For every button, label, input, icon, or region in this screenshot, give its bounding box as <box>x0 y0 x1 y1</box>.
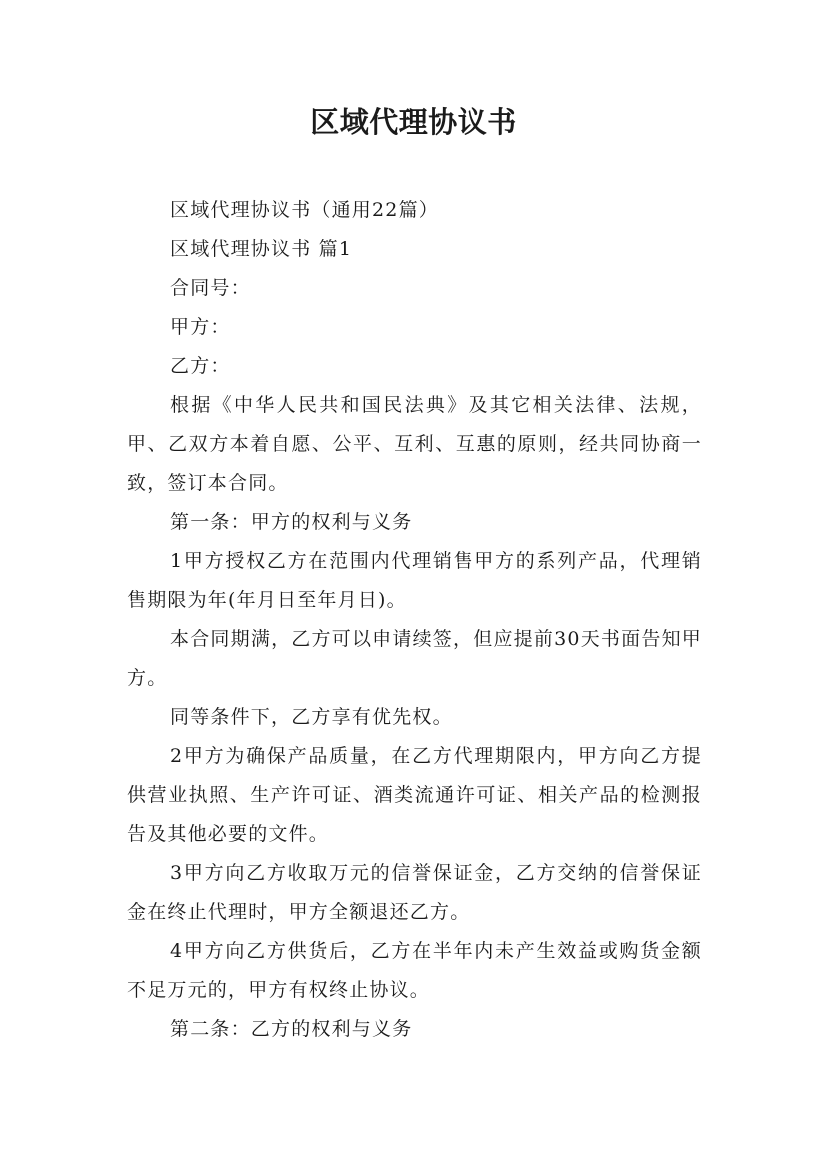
clause-paragraph: 同等条件下，乙方享有优先权。 <box>170 706 453 728</box>
article-2-heading: 第二条：乙方的权利与义务 <box>170 1018 413 1040</box>
preamble-paragraph: 根据《中华人民共和国民法典》及其它相关法律、法规，甲、乙双方本着自愿、公平、互利、互惠的原则，经共同协商一致，签订本合同。 <box>127 394 702 494</box>
clause-paragraph: 2甲方为确保产品质量，在乙方代理期限内，甲方向乙方提供营业执照、生产许可证、酒类流通许可证、相关产品的检测报告及其他必要的文件。 <box>127 745 702 845</box>
clause-paragraph: 4甲方向乙方供货后，乙方在半年内未产生效益或购货金额不足万元的，甲方有权终止协议。 <box>127 940 702 1001</box>
document-body <box>127 191 702 1049</box>
article-1-heading: 第一条：甲方的权利与义务 <box>170 511 413 533</box>
contract-number-line: 合同号： <box>170 277 251 299</box>
section-heading: 区域代理协议书 篇1 <box>170 238 353 260</box>
clause-paragraph: 本合同期满，乙方可以申请续签，但应提前30天书面告知甲方。 <box>127 628 702 689</box>
clause-paragraph: 1甲方授权乙方在范围内代理销售甲方的系列产品，代理销售期限为年(年月日至年月日)。 <box>127 550 702 611</box>
clause-paragraph: 3甲方向乙方收取万元的信誉保证金，乙方交纳的信誉保证金在终止代理时，甲方全额退还乙方。 <box>127 862 702 923</box>
subtitle-paragraph: 区域代理协议书（通用22篇） <box>170 199 439 221</box>
party-a-line: 甲方： <box>170 316 231 338</box>
document-title: 区域代理协议书 <box>310 105 517 139</box>
party-b-line: 乙方： <box>170 355 231 377</box>
